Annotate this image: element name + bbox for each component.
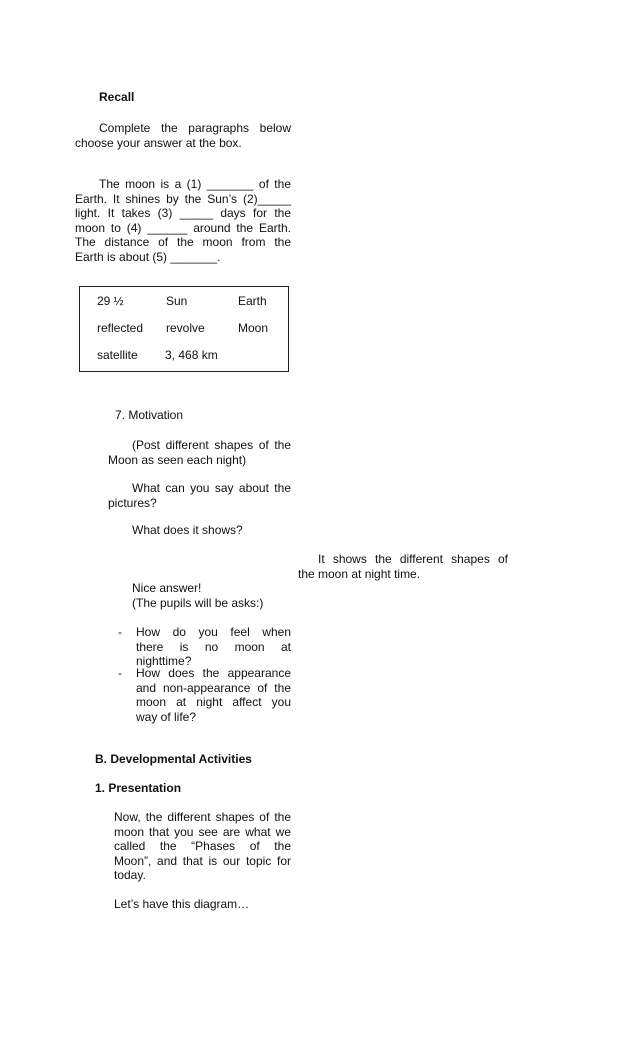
motivation-question2: What does it shows? [132,523,243,537]
presentation-line: today. [114,868,146,883]
paragraph-line: Earth is about (5) _______. [75,249,221,264]
presentation-paragraph [114,810,291,883]
presentation-heading: 1. Presentation [95,781,182,795]
bullet-line: and non-appearance of the [136,680,291,695]
answer-box [79,286,289,372]
bullet-line: How do you feel when [136,625,291,639]
recall-instruction-line1: Complete the paragraphs below [99,121,291,135]
motivation-question1-line2: pictures? [108,496,157,510]
bullet-question-1 [136,625,291,669]
pupil-answer-line2: the moon at night time. [298,567,421,581]
presentation-line: Now, the different shapes of the [114,810,291,824]
recall-paragraph [75,177,291,265]
paragraph-line: moon to (4) ______ around the Earth. [75,220,291,235]
paragraph-line: Earth. It shines by the Sun’s (2)_____ [75,191,291,206]
motivation-note-line1: (Post different shapes of the [132,438,291,452]
presentation-line: moon that you see are what we [114,824,291,839]
bullet-line: How does the appearance [136,666,291,680]
paragraph-line: The moon is a (1) _______ of the [99,177,291,191]
presentation-closing: Let’s have this diagram… [114,897,250,911]
answer-option: reflected [97,321,144,335]
recall-instruction-line2: choose your answer at the box. [75,136,242,150]
bullet-line: way of life? [136,709,197,724]
bullet-line: nighttime? [136,654,192,669]
pupil-answer-line1: It shows the different shapes of [318,552,508,566]
praise-line2: (The pupils will be asks:) [132,596,264,610]
answer-option: Sun [166,294,188,308]
bullet-line: moon at night affect you [136,695,291,710]
paragraph-line: light. It takes (3) _____ days for the [75,206,291,221]
paragraph-line: The distance of the moon from the [75,235,291,250]
presentation-line: called the “Phases of the [114,839,291,854]
bullet-marker: - [118,666,122,680]
answer-option: revolve [166,321,205,335]
motivation-question1-line1: What can you say about the [132,481,291,495]
praise-line1: Nice answer! [132,581,202,595]
motivation-heading: 7. Motivation [115,408,184,422]
bullet-question-2 [136,666,291,724]
answer-option: 29 ½ [97,294,124,308]
bullet-marker: - [118,625,122,639]
developmental-heading: B. Developmental Activities [95,752,252,766]
answer-option: Earth [238,294,267,308]
answer-option: 3, 468 km [165,348,218,362]
answer-option: Moon [238,321,269,335]
motivation-note-line2: Moon as seen each night) [108,453,247,467]
recall-heading: Recall [99,90,135,104]
presentation-line: Moon”, and that is our topic for [114,853,291,868]
bullet-line: there is no moon at [136,639,291,654]
answer-option: satellite [97,348,138,362]
